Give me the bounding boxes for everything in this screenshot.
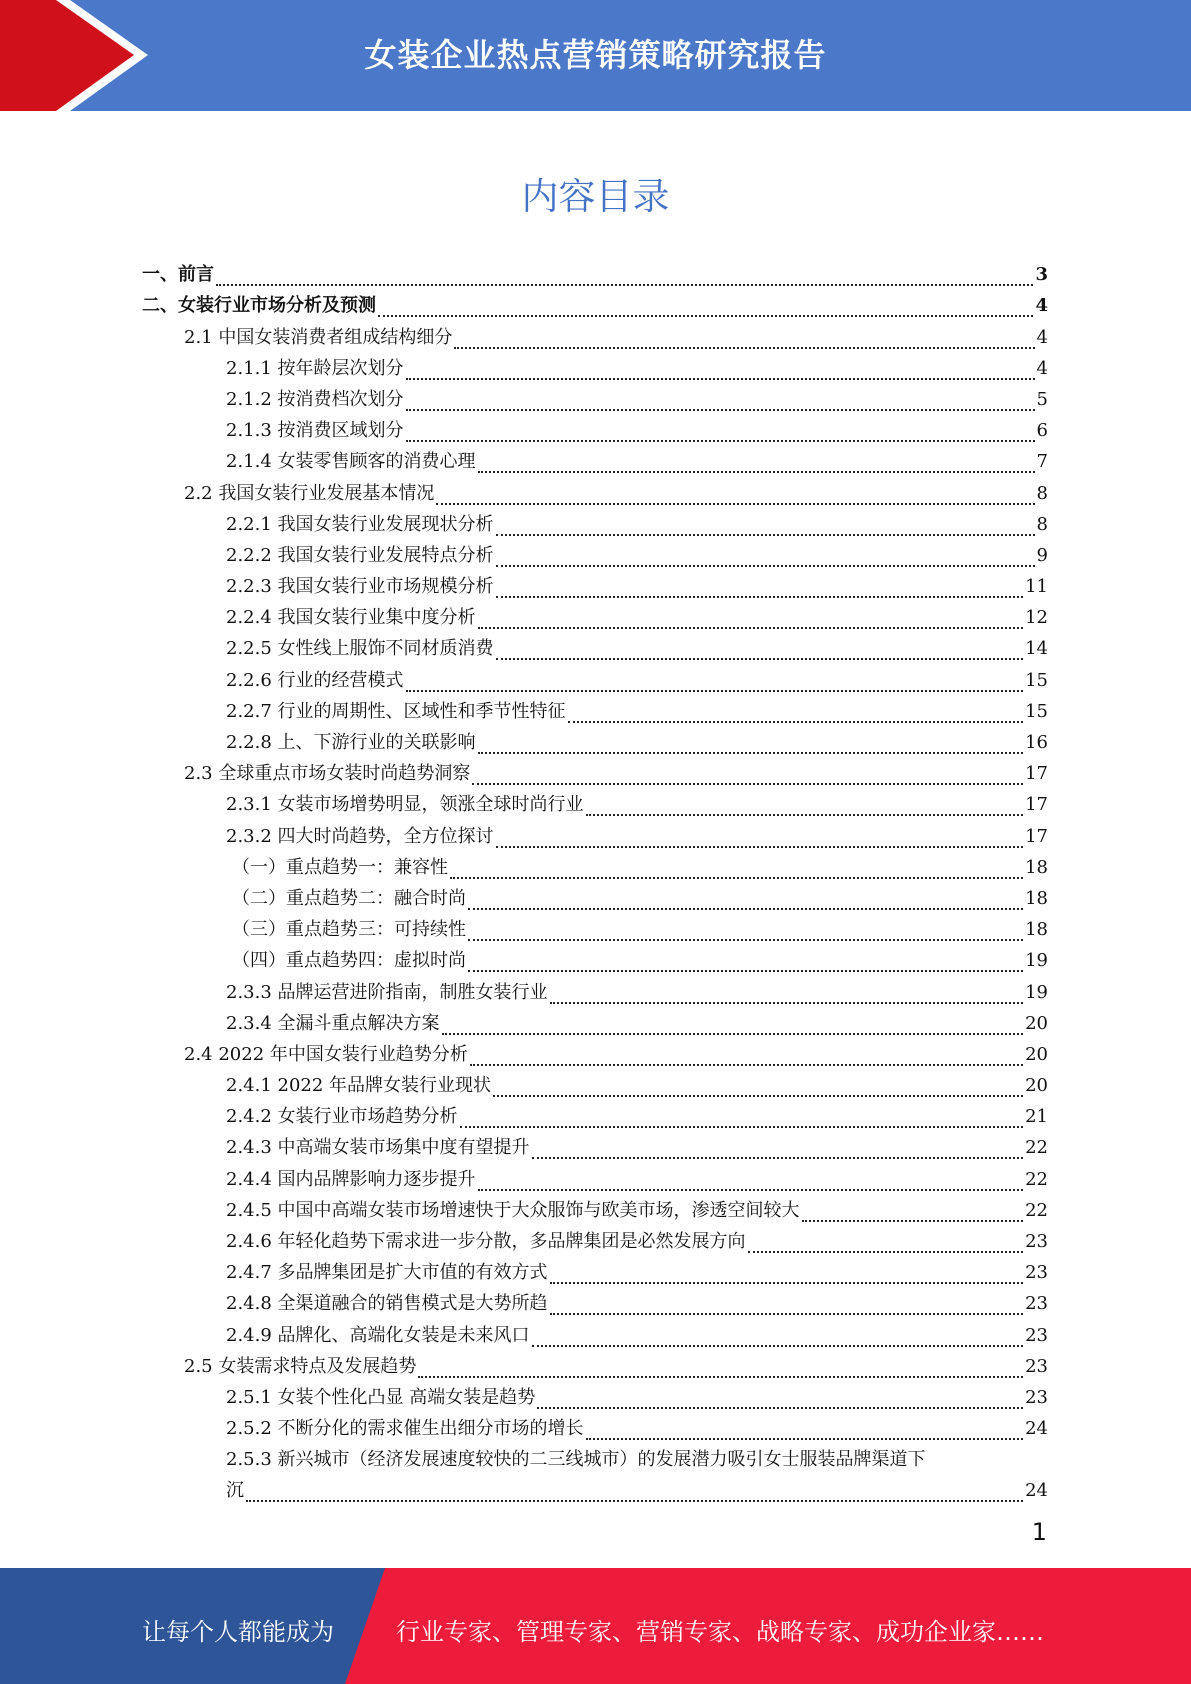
- toc-leader-dots: [436, 487, 1034, 505]
- toc-leader-dots: [478, 455, 1035, 473]
- toc-entry-page: 17: [1025, 794, 1048, 816]
- report-title: 女装企业热点营销策略研究报告: [364, 36, 827, 74]
- toc-entry-title: 2.4.8 全渠道融合的销售模式是大势所趋: [226, 1293, 548, 1315]
- toc-leader-dots: [478, 611, 1024, 629]
- toc-leader-dots: [550, 986, 1024, 1004]
- toc-entry-title: 2.4.9 品牌化、高端化女装是未来风口: [226, 1324, 530, 1346]
- toc-leader-dots: [460, 1110, 1024, 1128]
- toc-leader-dots: [586, 798, 1024, 816]
- toc-entry-title: 2.1 中国女装消费者组成结构细分: [184, 326, 453, 348]
- toc-entry-title: 2.4.2 女装行业市场趋势分析: [226, 1106, 458, 1128]
- toc-entry[interactable]: [142, 660, 1048, 691]
- toc-entry-page: 7: [1036, 451, 1048, 473]
- toc-entry-page: 19: [1025, 981, 1048, 1003]
- toc-entry-page: 16: [1025, 732, 1048, 753]
- toc-entry-title: 一、前言: [142, 264, 214, 286]
- toc-entry[interactable]: [142, 1284, 1048, 1315]
- toc-leader-dots: [496, 549, 1035, 567]
- toc-entry[interactable]: [142, 1097, 1048, 1128]
- toc-entry-page: 23: [1025, 1355, 1048, 1377]
- toc-entry-page: 12: [1025, 607, 1048, 629]
- toc-entry-page: 24: [1025, 1418, 1048, 1440]
- header-banner: [0, 0, 1191, 111]
- toc-entry-page: 3: [1035, 264, 1048, 286]
- toc-leader-dots: [470, 1048, 1023, 1066]
- toc-entry[interactable]: [142, 629, 1048, 660]
- toc-entry-title: 二、女装行业市场分析及预测: [142, 295, 376, 317]
- toc-entry-page: 23: [1025, 1386, 1048, 1408]
- toc-entry[interactable]: [142, 1035, 1048, 1066]
- footer-banner: [0, 1568, 1191, 1684]
- toc-entry-title: 2.1.4 女装零售顾客的消费心理: [226, 451, 476, 473]
- toc-leader-dots: [586, 1422, 1024, 1440]
- toc-leader-dots: [406, 362, 1035, 380]
- toc-entry[interactable]: [142, 1378, 1048, 1409]
- toc-entry[interactable]: [142, 598, 1048, 629]
- toc-leader-dots: [478, 1173, 1024, 1191]
- toc-entry-page: 15: [1025, 669, 1048, 691]
- toc-entry-page: 23: [1025, 1231, 1048, 1252]
- toc-entry-page: 24: [1025, 1480, 1048, 1502]
- toc-leader-dots: [442, 1017, 1024, 1035]
- toc-entry-title: 2.4 2022 年中国女装行业趋势分析: [184, 1043, 468, 1065]
- toc-entry-page: 9: [1036, 544, 1048, 566]
- toc-entry-page: 11: [1025, 576, 1048, 598]
- toc-entry-page: 23: [1025, 1293, 1048, 1315]
- toc-entry-title: 2.3 全球重点市场女装时尚趋势洞察: [184, 763, 471, 785]
- toc-entry-title: 2.5 女装需求特点及发展趋势: [184, 1355, 417, 1377]
- toc-entry-page: 5: [1036, 388, 1048, 410]
- toc-entry-title: 2.4.3 中高端女装市场集中度有望提升: [226, 1137, 530, 1159]
- toc-entry-page: 17: [1025, 825, 1048, 847]
- toc-entry-title: 2.4.7 多品牌集团是扩大市值的有效方式: [226, 1262, 548, 1284]
- toc-leader-dots: [568, 705, 1024, 723]
- toc-entry[interactable]: [142, 1128, 1048, 1159]
- toc-entry[interactable]: [142, 692, 1048, 723]
- toc-leader-dots: [246, 1484, 1023, 1502]
- toc-entry-page: 22: [1025, 1168, 1048, 1190]
- toc-entry-title: 2.2.1 我国女装行业发展现状分析: [226, 513, 494, 535]
- toc-entry[interactable]: [142, 473, 1048, 504]
- toc-entry-page: 4: [1036, 357, 1048, 379]
- toc-entry-title: 2.2.2 我国女装行业发展特点分析: [226, 544, 494, 566]
- table-of-contents: [142, 255, 1048, 1502]
- toc-leader-dots: [550, 1266, 1024, 1284]
- footer-slogan-right: 行业专家、管理专家、营销专家、战略专家、成功企业家……: [396, 1618, 1044, 1646]
- toc-entry-title: 2.3.4 全漏斗重点解决方案: [226, 1012, 440, 1034]
- toc-entry-title: 2.2.4 我国女装行业集中度分析: [226, 607, 476, 629]
- toc-entry-page: 18: [1025, 856, 1048, 878]
- toc-entry-title: 2.1.2 按消费档次划分: [226, 388, 404, 410]
- toc-entry-page: 20: [1025, 1043, 1048, 1065]
- toc-entry-title: 2.5.1 女装个性化凸显 高端女装是趋势: [226, 1386, 536, 1408]
- toc-entry-page: 23: [1025, 1324, 1048, 1346]
- toc-entry-title: 2.2.7 行业的周期性、区域性和季节性特征: [226, 700, 566, 722]
- toc-entry-page: 17: [1025, 763, 1048, 785]
- toc-entry[interactable]: [142, 1409, 1048, 1440]
- toc-entry-title: （三）重点趋势三：可持续性: [232, 919, 466, 941]
- toc-leader-dots: [406, 674, 1024, 692]
- toc-entry-title: 2.2 我国女装行业发展基本情况: [184, 482, 435, 504]
- footer-slogan-left: 让每个人都能成为: [142, 1618, 334, 1646]
- toc-entry-title: 2.4.6 年轻化趋势下需求进一步分散，多品牌集团是必然发展方向: [226, 1231, 746, 1252]
- toc-leader-dots: [496, 642, 1024, 660]
- toc-entry[interactable]: [142, 567, 1048, 598]
- toc-entry-title: 2.4.5 中国中高端女装市场增速快于大众服饰与欧美市场，渗透空间较大: [226, 1199, 800, 1221]
- toc-entry-page: 6: [1036, 420, 1048, 442]
- toc-entry[interactable]: [142, 505, 1048, 536]
- toc-entry-title: 2.2.6 行业的经营模式: [226, 669, 404, 691]
- toc-leader-dots: [378, 299, 1033, 317]
- toc-leader-dots: [216, 268, 1033, 286]
- toc-entry[interactable]: [142, 349, 1048, 380]
- toc-entry-title: 2.1.3 按消费区域划分: [226, 420, 404, 442]
- toc-entry-title: 2.4.4 国内品牌影响力逐步提升: [226, 1168, 476, 1190]
- toc-entry-page: 20: [1025, 1012, 1048, 1034]
- toc-entry[interactable]: [142, 442, 1048, 473]
- toc-entry[interactable]: [142, 1440, 1048, 1502]
- toc-entry[interactable]: [142, 1253, 1048, 1284]
- toc-leader-dots: [454, 331, 1034, 349]
- toc-leader-dots: [478, 736, 1024, 754]
- toc-entry[interactable]: [142, 1004, 1048, 1035]
- toc-entry-title: （一）重点趋势一：兼容性: [232, 856, 448, 878]
- toc-entry[interactable]: [142, 1191, 1048, 1222]
- toc-entry[interactable]: [142, 723, 1048, 754]
- toc-leader-dots: [450, 861, 1023, 879]
- toc-leader-dots: [496, 580, 1024, 598]
- toc-entry[interactable]: [142, 972, 1048, 1003]
- toc-entry-title: 2.2.3 我国女装行业市场规模分析: [226, 576, 494, 598]
- toc-leader-dots: [532, 1141, 1024, 1159]
- toc-entry-page: 20: [1025, 1075, 1048, 1097]
- toc-leader-dots: [532, 1329, 1024, 1347]
- toc-entry-page: 22: [1025, 1137, 1048, 1159]
- toc-leader-dots: [802, 1204, 1024, 1222]
- toc-leader-dots: [496, 518, 1035, 536]
- toc-entry-title: 2.3.1 女装市场增势明显，领涨全球时尚行业: [226, 794, 584, 816]
- toc-entry[interactable]: [142, 255, 1048, 286]
- toc-entry[interactable]: [142, 910, 1048, 941]
- toc-entry[interactable]: [142, 816, 1048, 847]
- toc-entry-page: 18: [1025, 919, 1048, 941]
- toc-entry-page: 8: [1036, 513, 1048, 535]
- toc-entry[interactable]: [142, 879, 1048, 910]
- toc-entry[interactable]: [142, 848, 1048, 879]
- toc-entry-title: 2.5.2 不断分化的需求催生出细分市场的增长: [226, 1418, 584, 1440]
- toc-entry-title: （四）重点趋势四：虚拟时尚: [232, 950, 466, 972]
- toc-entry-page: 14: [1025, 638, 1048, 660]
- toc-entry-title: 2.3.2 四大时尚趋势，全方位探讨: [226, 825, 494, 847]
- toc-entry-title: （二）重点趋势二：融合时尚: [232, 887, 466, 909]
- toc-entry[interactable]: [142, 754, 1048, 785]
- toc-entry[interactable]: [142, 317, 1048, 348]
- toc-leader-dots: [748, 1235, 1024, 1253]
- toc-entry[interactable]: [142, 1222, 1048, 1253]
- toc-leader-dots: [468, 954, 1023, 972]
- toc-entry-page: 22: [1025, 1199, 1048, 1221]
- toc-leader-dots: [468, 892, 1023, 910]
- toc-entry[interactable]: [142, 411, 1048, 442]
- toc-leader-dots: [493, 1079, 1023, 1097]
- toc-entry-page: 21: [1025, 1106, 1048, 1128]
- toc-entry[interactable]: [142, 380, 1048, 411]
- toc-entry-page: 15: [1025, 700, 1048, 722]
- toc-leader-dots: [537, 1391, 1023, 1409]
- toc-entry[interactable]: [142, 536, 1048, 567]
- toc-entry-title: 2.3.3 品牌运营进阶指南，制胜女装行业: [226, 981, 548, 1003]
- toc-entry-page: 23: [1025, 1262, 1048, 1284]
- toc-entry[interactable]: [142, 286, 1048, 317]
- toc-heading: 内容目录: [521, 175, 670, 218]
- toc-leader-dots: [468, 923, 1023, 941]
- toc-entry-page: 4: [1035, 295, 1048, 317]
- toc-leader-dots: [406, 424, 1035, 442]
- toc-leader-dots: [472, 767, 1023, 785]
- toc-entry-page: 18: [1025, 887, 1048, 909]
- toc-entry-title: 2.5.3 新兴城市（经济发展速度较快的二三线城市）的发展潜力吸引女士服装品牌渠道下: [226, 1449, 926, 1471]
- page-number: 1: [1031, 1518, 1047, 1546]
- toc-leader-dots: [418, 1360, 1023, 1378]
- toc-entry[interactable]: [142, 1159, 1048, 1190]
- toc-entry[interactable]: [142, 1347, 1048, 1378]
- toc-entry-page: 19: [1025, 950, 1048, 972]
- toc-leader-dots: [496, 830, 1024, 848]
- toc-entry[interactable]: [142, 941, 1048, 972]
- toc-entry[interactable]: [142, 785, 1048, 816]
- toc-entry[interactable]: [142, 1315, 1048, 1346]
- toc-entry-title: 2.2.8 上、下游行业的关联影响: [226, 732, 476, 753]
- toc-entry-title: 2.1.1 按年龄层次划分: [226, 357, 404, 379]
- toc-entry-title-cont: 沉: [226, 1480, 244, 1502]
- toc-entry-title: 2.2.5 女性线上服饰不同材质消费: [226, 638, 494, 660]
- toc-leader-dots: [550, 1297, 1024, 1315]
- toc-entry[interactable]: [142, 1066, 1048, 1097]
- toc-entry-page: 8: [1036, 482, 1048, 504]
- toc-entry-page: 4: [1036, 326, 1048, 348]
- toc-entry-title: 2.4.1 2022 年品牌女装行业现状: [226, 1075, 492, 1097]
- toc-leader-dots: [406, 393, 1035, 411]
